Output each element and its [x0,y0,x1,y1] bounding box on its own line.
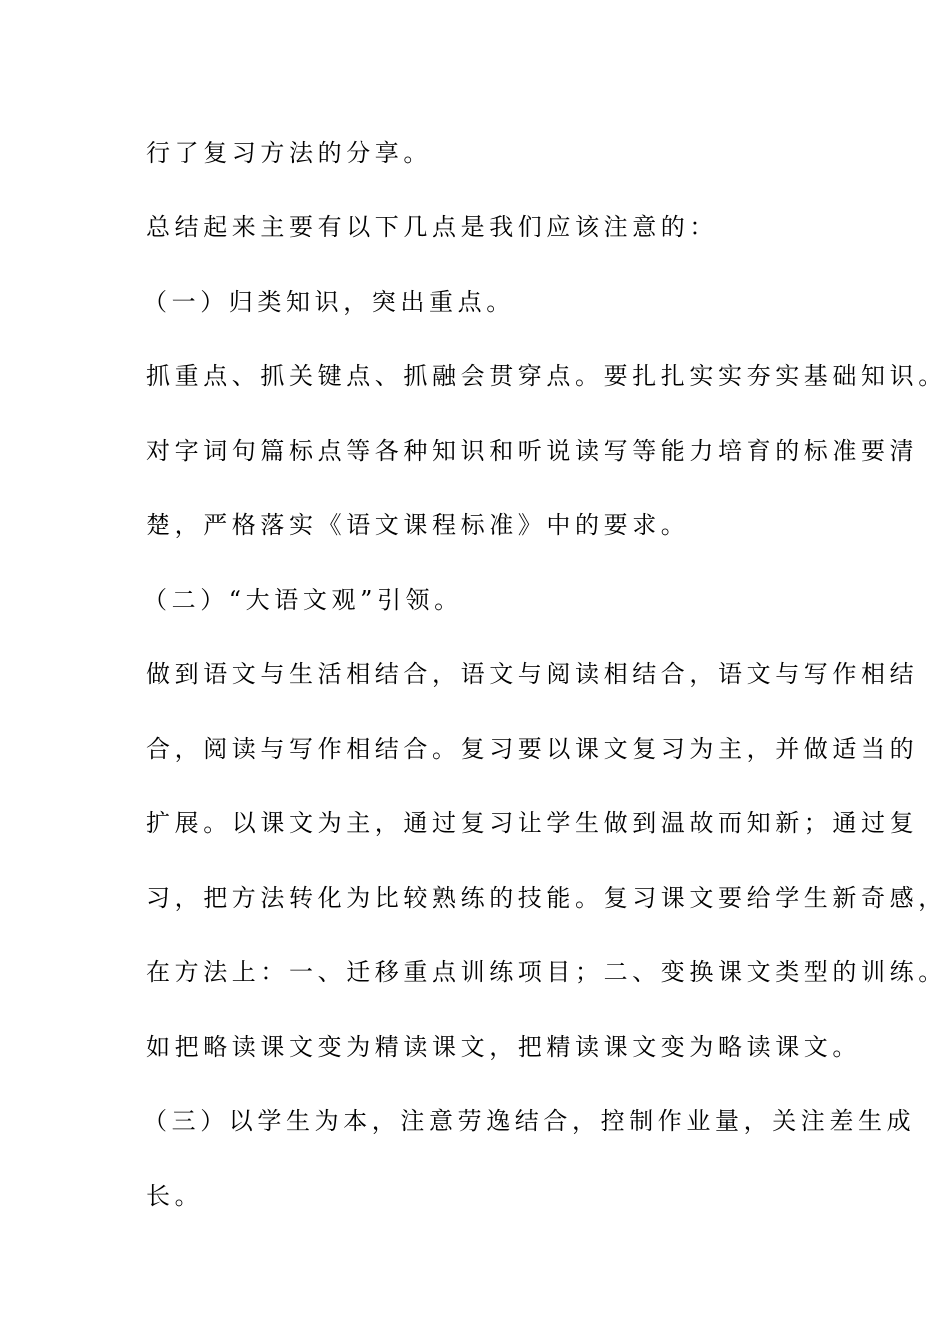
section-heading: （二）“大语文观”引领。 [143,586,463,614]
text-line: 习，把方法转化为比较熟练的技能。复习课文要给学生新奇感， [146,884,947,912]
text-line: 楚，严格落实《语文课程标准》中的要求。 [146,511,690,539]
text-line: 在方法上：一、迁移重点训练项目；二、变换课文类型的训练。 [146,958,947,986]
text-line: 总结起来主要有以下几点是我们应该注意的： [146,213,718,241]
text-line: 如把略读课文变为精读课文，把精读课文变为略读课文。 [146,1033,861,1061]
section-heading: （三）以学生为本，注意劳逸结合，控制作业量，关注差生成 [143,1107,916,1135]
text-line: 抓重点、抓关键点、抓融会贯穿点。要扎扎实实夯实基础知识。 [146,362,947,390]
text-line: 行了复习方法的分享。 [146,139,432,167]
section-heading: （一）归类知识，突出重点。 [143,288,515,316]
text-line: 长。 [146,1182,204,1210]
text-line: 做到语文与生活相结合，语文与阅读相结合，语文与写作相结 [146,660,919,688]
text-line: 合，阅读与写作相结合。复习要以课文复习为主，并做适当的 [146,735,919,763]
text-line: 对字词句篇标点等各种知识和听说读写等能力培育的标准要清 [146,437,919,465]
text-line: 扩展。以课文为主，通过复习让学生做到温故而知新；通过复 [146,809,919,837]
